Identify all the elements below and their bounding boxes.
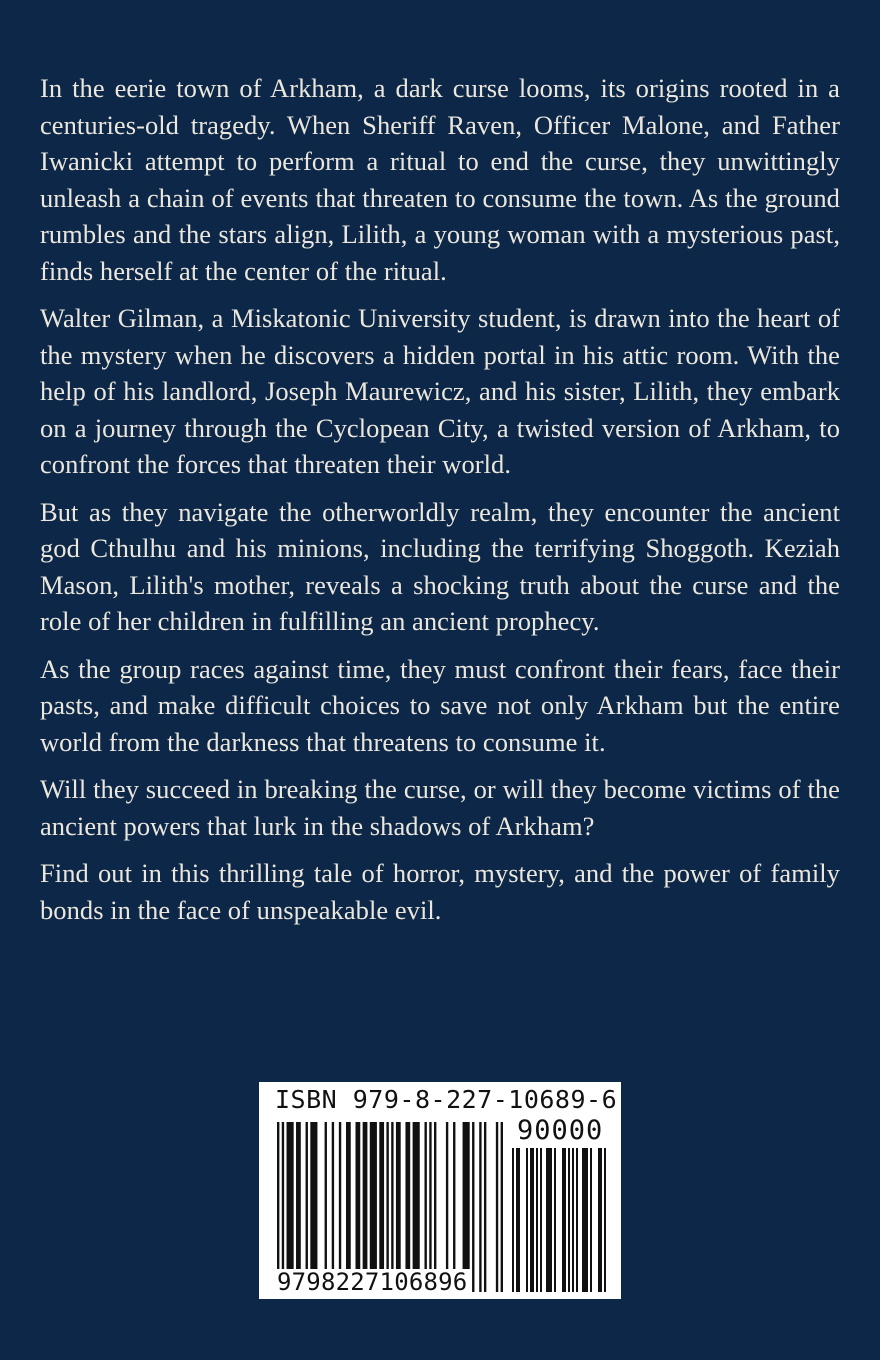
barcode-bar bbox=[310, 1122, 317, 1292]
barcode-bar bbox=[582, 1148, 588, 1292]
barcode-bar bbox=[413, 1122, 420, 1292]
barcode-bar bbox=[512, 1148, 514, 1292]
barcode-bar bbox=[484, 1122, 486, 1292]
isbn-barcode bbox=[259, 1082, 621, 1299]
barcode-bar bbox=[590, 1148, 592, 1292]
barcode-bar bbox=[446, 1122, 448, 1292]
blurb-paragraph-1: In the eerie town of Arkham, a dark curse looms, its origins rooted in a centuries-old tragedy. When Sheriff Raven, Officer Malone, and Father Iwanicki attempt to perform a ritual to end the curse, they unwittingly unleash a chain of events that threaten to consume the town. As the ground rumbles and the stars align, Lilith, a young woman with a mysterious past, finds herself at the center of the ritual. bbox=[40, 73, 840, 286]
barcode-bar bbox=[429, 1122, 431, 1292]
barcode-bar bbox=[405, 1122, 410, 1292]
barcode-bar bbox=[287, 1122, 294, 1292]
barcode-bar bbox=[463, 1122, 470, 1292]
barcode-bar bbox=[391, 1122, 393, 1292]
barcode-bar bbox=[604, 1148, 606, 1292]
barcode-bar bbox=[386, 1122, 388, 1292]
barcode-bar bbox=[546, 1148, 552, 1292]
barcode-bar bbox=[277, 1122, 279, 1292]
barcode-bar bbox=[453, 1122, 455, 1292]
barcode-bar bbox=[434, 1122, 436, 1292]
barcode-bar bbox=[496, 1122, 498, 1292]
barcode-bar bbox=[332, 1122, 334, 1292]
barcode-bar bbox=[530, 1148, 534, 1292]
barcode-bar bbox=[554, 1148, 556, 1292]
barcode-bar bbox=[282, 1122, 284, 1292]
blurb-text bbox=[40, 70, 840, 939]
barcode-bar bbox=[572, 1148, 574, 1292]
barcode-bar bbox=[346, 1122, 351, 1292]
blurb-paragraph-5: Will they succeed in breaking the curse, or will they become victims of the ancient powers that lurk in the shadows of Arkham? bbox=[40, 774, 840, 841]
barcode-bar bbox=[396, 1122, 401, 1292]
barcode-bar bbox=[370, 1122, 377, 1292]
blurb-paragraph-6: Find out in this thrilling tale of horror, mystery, and the power of family bonds in the face of unspeakable evil. bbox=[40, 858, 840, 925]
barcode-bar bbox=[479, 1122, 481, 1292]
barcode-bar bbox=[379, 1122, 384, 1292]
barcode-bar bbox=[516, 1148, 520, 1292]
barcode-bar bbox=[526, 1148, 528, 1292]
barcode-bar bbox=[424, 1122, 426, 1292]
barcode-bar bbox=[576, 1148, 578, 1292]
barcode-bar bbox=[306, 1122, 308, 1292]
barcode-bar bbox=[501, 1122, 503, 1292]
barcode-bar bbox=[472, 1122, 474, 1292]
blurb-paragraph-3: But as they navigate the otherworldly realm, they encounter the ancient god Cthulhu and his minions, including the terrifying Shoggoth. Keziah Mason, Lilith's mother, reveals a shocking truth about the curse and the role of her children in fulfilling an ancient prophecy. bbox=[40, 496, 840, 636]
ean-digits: 9798227106896 bbox=[275, 1269, 470, 1295]
ean-barcode-bars bbox=[277, 1122, 503, 1292]
barcode-bar bbox=[356, 1122, 361, 1292]
barcode-bar bbox=[598, 1148, 602, 1292]
barcode-bar bbox=[568, 1148, 570, 1292]
barcode-bar bbox=[296, 1122, 301, 1292]
blurb-paragraph-2: Walter Gilman, a Miskatonic University student, is drawn into the heart of the mystery when he discovers a hidden portal in his attic room. With the help of his landlord, Joseph Maurewicz, and his sister, Lilith, they embark on a journey through the Cyclopean City, a twisted version of Arkham, to confront the forces that threaten their world. bbox=[40, 303, 840, 479]
price-code: 90000 bbox=[517, 1115, 604, 1146]
addon-barcode-bars bbox=[510, 1148, 606, 1292]
barcode-bar bbox=[339, 1122, 341, 1292]
isbn-label: ISBN 979-8-227-10689-6 bbox=[275, 1085, 618, 1114]
barcode-bar bbox=[540, 1148, 542, 1292]
barcode-bar bbox=[363, 1122, 368, 1292]
barcode-bar bbox=[562, 1148, 566, 1292]
barcode-bar bbox=[325, 1122, 327, 1292]
blurb-paragraph-4: As the group races against time, they must confront their fears, face their pasts, and make difficult choices to save not only Arkham but the entire world from the darkness that threatens to consume it. bbox=[40, 653, 840, 757]
barcode-bar bbox=[536, 1148, 538, 1292]
